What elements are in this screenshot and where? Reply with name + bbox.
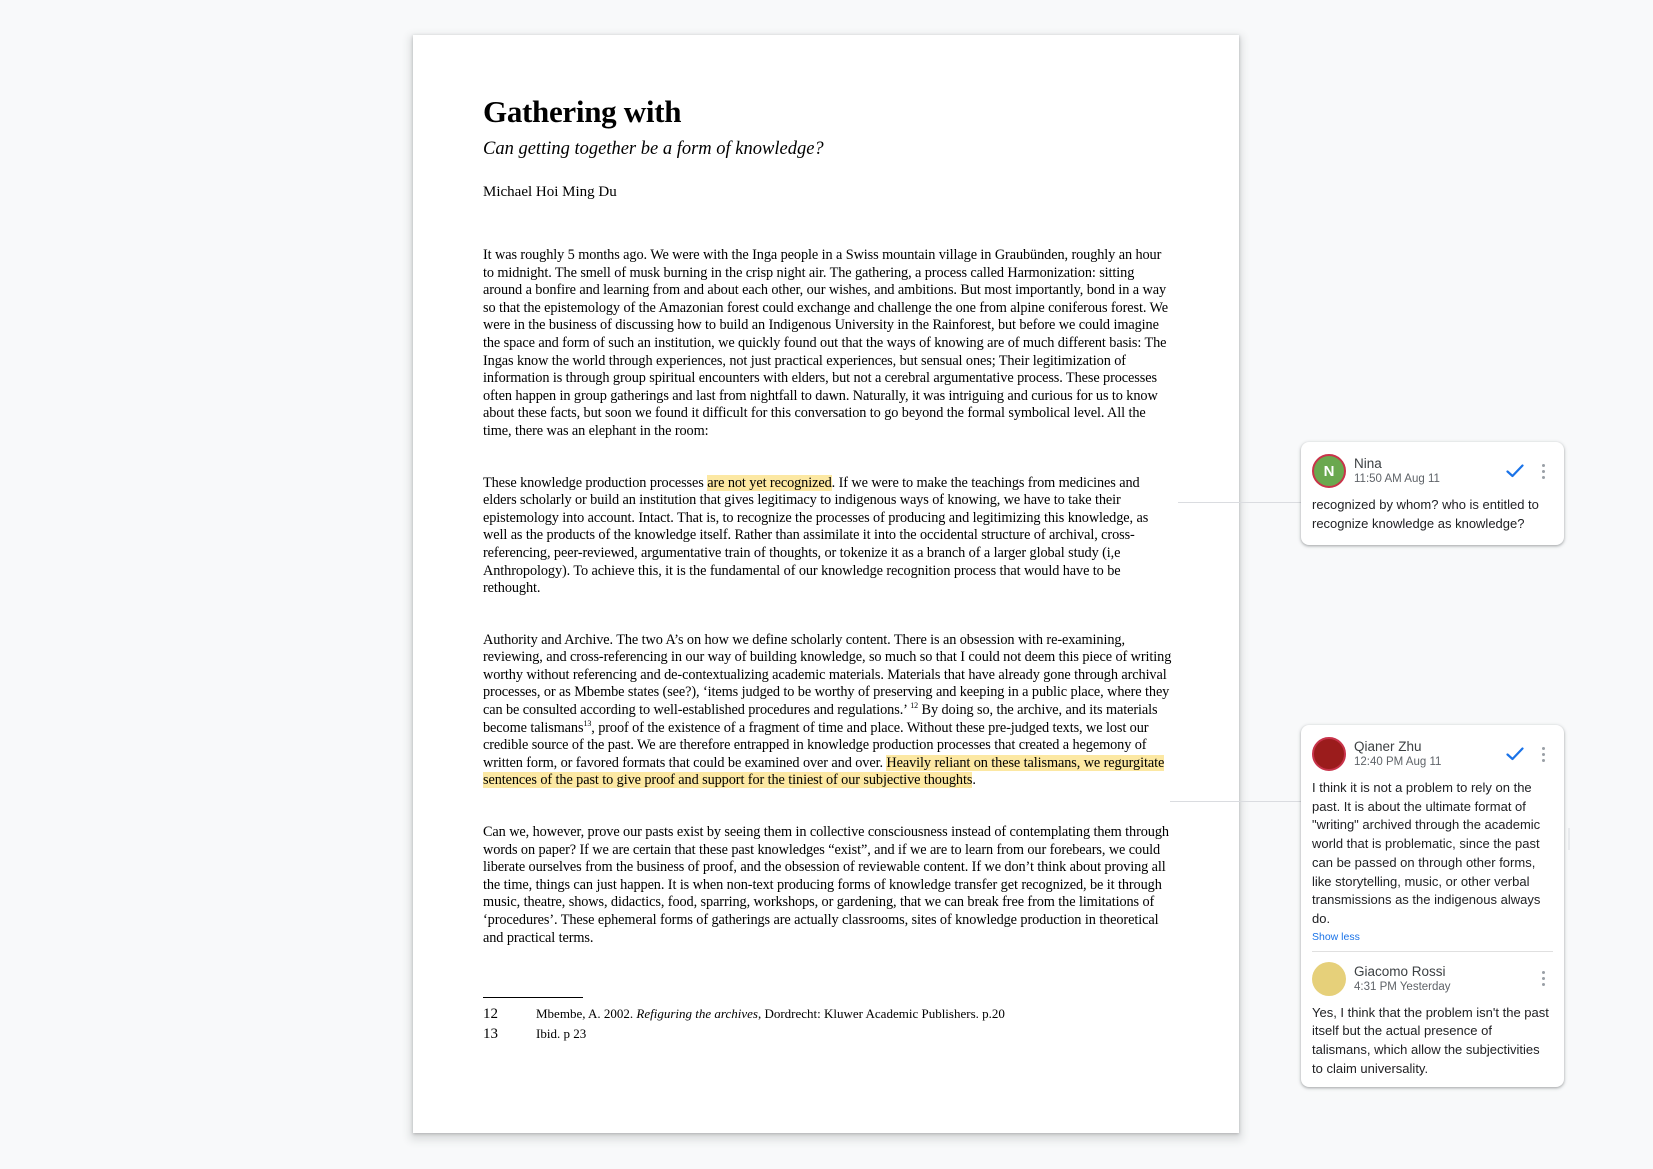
paragraph-2-after: . If we were to make the teachings from medicines and elders scholarly or build an institution that gives legitimacy to indigenous ways of knowing, we have to take their epistemology into account. Intact. That is, to recognize the processes of producing and legitimizing this knowledge, as well as the products of the knowledge itself. Rather than assimilate it into the occidental structure of archival, cross-referencing, peer-reviewed, argumentative train of thoughts, or tokenize it as a branch of a larger global study (i,e Anthropology). To achieve this, it is the fundamental of our knowledge recognition process that would have to be rethought. <box>483 474 1149 597</box>
comment-header <box>1312 454 1553 488</box>
comment-time: 4:31 PM Yesterday <box>1354 980 1451 993</box>
comment-text: recognized by whom? who is entitled to recognize knowledge as knowledge? <box>1312 497 1539 531</box>
comment-anchor-line <box>1178 502 1301 503</box>
footnote-text <box>536 1024 586 1044</box>
paragraph-3 <box>483 632 1173 790</box>
paragraph-3-part1: Authority and Archive. The two A’s on how we define scholarly content. There is an obsession with re-examining, reviewing, and cross-referencing in our way of building knowledge, so much so that I could not deem this piece of writing worthy without referencing and de-contextualizing academic materials. Materials that have already gone through archival processes, or as Mbembe states (see?), ‘items judged to be worthy of preserving and keeping in a public place, where they can be consulted according to well-established procedures and regulations.’ <box>483 631 1172 719</box>
comment-thread-nina[interactable] <box>1301 442 1564 545</box>
paragraph-2-before: These knowledge production processes <box>483 474 708 491</box>
more-options-icon[interactable] <box>1537 459 1549 483</box>
comment-meta <box>1354 456 1440 486</box>
avatar <box>1312 737 1346 771</box>
footnote-text-after: , Dordrecht: Kluwer Academic Publishers. p.20 <box>757 1006 1005 1022</box>
paragraph-4: Can we, however, prove our pasts exist by seeing them in collective consciousness instead of contemplating them through words on paper? If we are certain that these past knowledges “exist”, and if we are to learn from our forebears, we could liberate ourselves from the business of proof, and the obsession of reviewable content. If we don’t think about proving all the time, things can just happen. It is when non-text producing forms of knowledge transfer get recognized, be it through music, theatre, shows, didactics, food, sparring, workshops, or gardening, that we can break free from the limitations of ‘procedures’. These ephemeral forms of gatherings are actually classrooms, sites of knowledge production in theoretical and practical terms. <box>483 824 1169 946</box>
comment-author: Qianer Zhu <box>1354 739 1422 754</box>
footnote-12 <box>483 1004 1173 1024</box>
footnote-text-italic: Refiguring the archives <box>636 1006 758 1022</box>
scrollbar-marker[interactable] <box>1568 828 1570 850</box>
reply-text: Yes, I think that the problem isn't the past itself but the actual presence of talismans, which allow the subjectivities to claim universality. <box>1312 1004 1549 1076</box>
comment-time: 11:50 AM Aug 11 <box>1354 473 1440 485</box>
paragraph-3-end: . <box>972 772 976 789</box>
footnote-ref-12[interactable]: 12 <box>910 701 919 711</box>
footnote-number: 12 <box>483 1006 498 1023</box>
footnote-text-before: Ibid. p 23 <box>536 1026 587 1042</box>
document-title: Gathering with <box>483 94 682 129</box>
reply-divider <box>1312 951 1553 952</box>
highlight-not-yet-recognized[interactable]: are not yet recognized <box>707 474 832 491</box>
footnote-ref-13[interactable]: 13 <box>583 718 592 728</box>
document-body[interactable] <box>483 89 1173 1044</box>
document-author: Michael Hoi Ming Du <box>483 184 617 200</box>
comment-meta <box>1354 964 1451 994</box>
document-subtitle: Can getting together be a form of knowledge? <box>483 139 824 159</box>
comment-anchor-line <box>1170 801 1301 802</box>
footnote-13 <box>483 1024 1173 1044</box>
paragraph-3-part3: , proof of the existence of a fragment of time and place. Without these pre-judged texts, we lost our credible source of the past. We are therefore entrapped in knowledge production processes that created a hegemony of written form, or favored formats that could be examined over and over. <box>483 719 1149 771</box>
footnotes <box>483 1004 1173 1044</box>
comment-header <box>1312 737 1553 771</box>
comment-meta <box>1354 739 1441 769</box>
comment-author: Giacomo Rossi <box>1354 963 1446 979</box>
comment-thread-qianer-zhu[interactable] <box>1301 725 1564 1087</box>
more-options-icon[interactable] <box>1537 742 1549 766</box>
footnote-text <box>536 1004 1005 1024</box>
comment-text: I think it is not a problem to rely on the past. It is about the ultimate format of "writing" archived through the academic world that is problematic, since the past can be passed on through other forms, like storytelling, music, or other verbal transmissions as the indigenous always do. <box>1312 780 1541 926</box>
more-options-icon[interactable] <box>1537 967 1549 991</box>
footnote-divider <box>483 997 583 998</box>
resolve-check-icon[interactable] <box>1505 744 1525 764</box>
comment-time: 12:40 PM Aug 11 <box>1354 756 1442 768</box>
reply-header <box>1312 962 1553 996</box>
footnote-number: 13 <box>483 1026 498 1043</box>
resolve-check-icon[interactable] <box>1505 461 1525 481</box>
show-less-link[interactable]: Show less <box>1312 930 1360 943</box>
paragraph-2 <box>483 475 1173 598</box>
comment-author: Nina <box>1354 456 1382 471</box>
highlight-heavily-reliant[interactable]: Heavily reliant on these talismans, we regurgitate sentences of the past to give proof and support for the tiniest of our subjective thoughts <box>483 754 1165 789</box>
document-page[interactable] <box>413 35 1239 1133</box>
avatar: N <box>1312 454 1346 488</box>
paragraph-1: It was roughly 5 months ago. We were with the Inga people in a Swiss mountain village in Graubünden, roughly an hour to midnight. The smell of musk burning in the crisp night air. The gathering, a process called Harmonization: sitting around a bonfire and learning from and about each other, our wishes, and ambitions. But most importantly, bond in a way so that the epistemology of the Amazonian forest could exchange and challenge the one from alpine coniferous forest. We were in the business of discussing how to build an Indigenous University in the Rainforest, but before we could imagine the space and form of such an institution, we quickly found out that the ways of knowing are of much different basis: The Ingas know the world through experiences, not just practical experiences, but sensual ones; Their legitimization of information is through group spiritual encounters with elders, but not a cerebral argumentative process. These processes often happen in group gatherings and last from nightfall to dawn. Naturally, it was intriguing and curious for us to know about these facts, but soon we found it difficult for this conversation to go beyond the formal symbolical level. All the time, there was an elephant in the room: <box>483 247 1169 439</box>
footnote-text-before: Mbembe, A. 2002. <box>536 1006 637 1022</box>
avatar <box>1312 962 1346 996</box>
paragraph-3-part2: By doing so, the archive, and its materials become talismans <box>483 702 1158 736</box>
